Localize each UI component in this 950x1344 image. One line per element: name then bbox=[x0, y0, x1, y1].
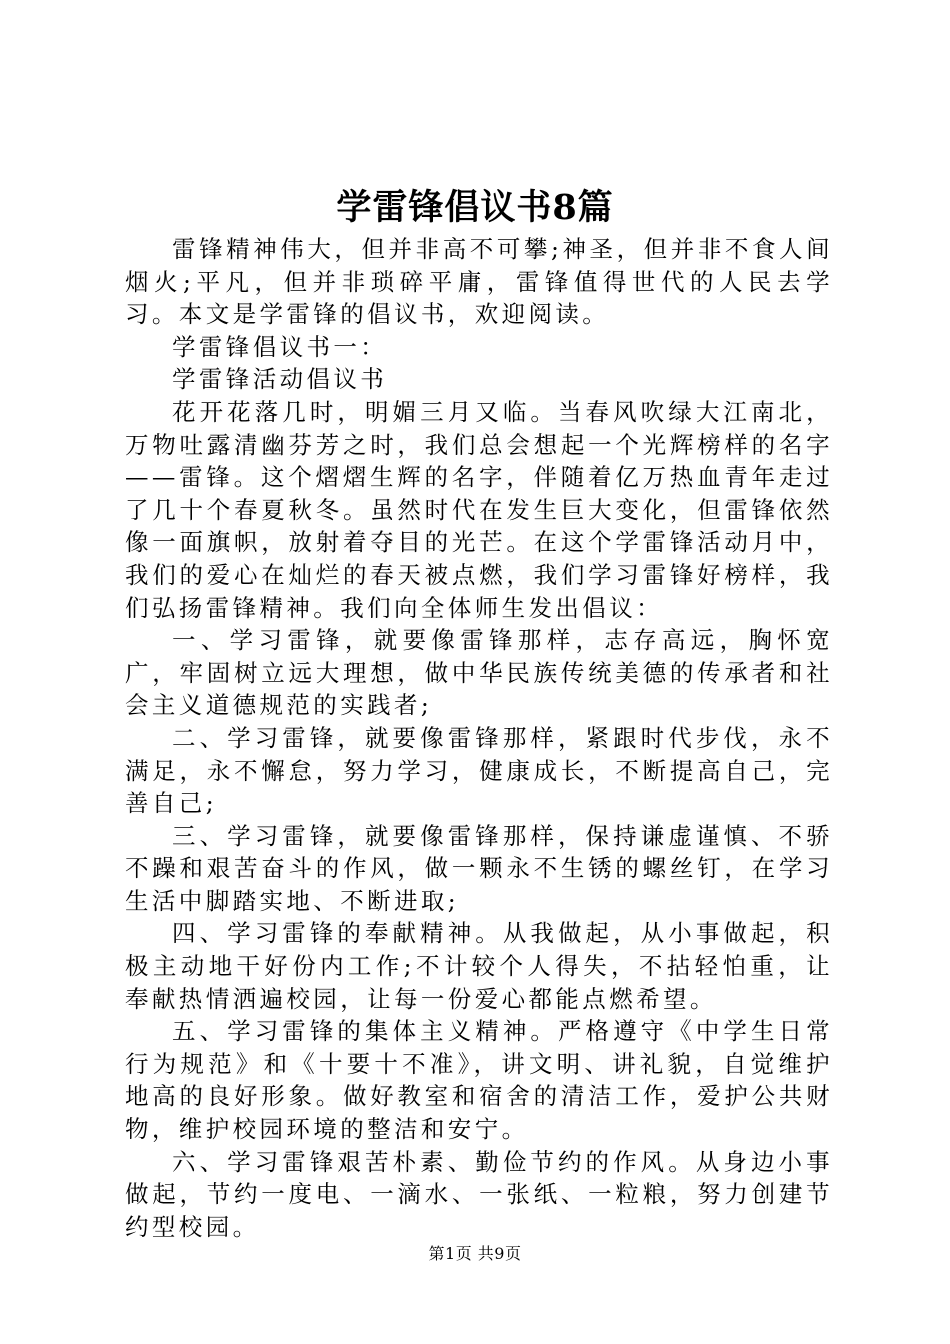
paragraph-body: 花开花落几时，明媚三月又临。当春风吹绿大江南北，万物吐露清幽芬芳之时，我们总会想起一个光辉榜样的名字——雷锋。这个熠熠生辉的名字，伴随着亿万热血青年走过了几十个春夏秋冬。虽然时代在发生巨大变化，但雷锋依然像一面旗帜，放射着夺目的光芒。在这个学雷锋活动月中，我们的爱心在灿烂的春天被点燃，我们学习雷锋好榜样，我们弘扬雷锋精神。我们向全体师生发出倡议： bbox=[125, 397, 833, 622]
paragraph-item-4: 四、学习雷锋的奉献精神。从我做起，从小事做起，积极主动地干好份内工作;不计较个人得失，不拈轻怕重，让奉献热情洒遍校园，让每一份爱心都能点燃希望。 bbox=[125, 919, 833, 1013]
paragraph-item-1: 一、学习雷锋，就要像雷锋那样，志存高远，胸怀宽广，牢固树立远大理想，做中华民族传统美德的传承者和社会主义道德规范的实践者; bbox=[125, 626, 833, 720]
paragraph-subheading-1: 学雷锋倡议书一： bbox=[172, 332, 388, 361]
paragraph-item-5: 五、学习雷锋的集体主义精神。严格遵守《中学生日常行为规范》和《十要十不准》，讲文明、讲礼貌，自觉维护地高的良好形象。做好教室和宿舍的清洁工作，爱护公共财物，维护校园环境的整洁和安宁。 bbox=[125, 1017, 833, 1144]
paragraph-item-2: 二、学习雷锋，就要像雷锋那样，紧跟时代步伐，永不满足，永不懈怠，努力学习，健康成长，不断提高自己，完善自己; bbox=[125, 723, 833, 818]
paragraph-item-3: 三、学习雷锋，就要像雷锋那样，保持谦虚谨慎、不骄不躁和艰苦奋斗的作风，做一颗永不生锈的螺丝钉，在学习生活中脚踏实地、不断进取; bbox=[125, 821, 833, 915]
document-title: 学雷锋倡议书8篇 bbox=[336, 187, 614, 228]
document-body bbox=[125, 233, 833, 1243]
paragraph-subheading-2: 学雷锋活动倡议书 bbox=[172, 365, 388, 394]
paragraph-item-6: 六、学习雷锋艰苦朴素、勤俭节约的作风。从身边小事做起，节约一度电、一滴水、一张纸、一粒粮，努力创建节约型校园。 bbox=[125, 1147, 833, 1241]
page-footer: 第1页 共9页 bbox=[428, 1244, 522, 1263]
paragraph-intro: 雷锋精神伟大，但并非高不可攀;神圣，但并非不食人间烟火;平凡，但并非琐碎平庸，雷锋值得世代的人民去学习。本文是学雷锋的倡议书，欢迎阅读。 bbox=[125, 235, 833, 329]
